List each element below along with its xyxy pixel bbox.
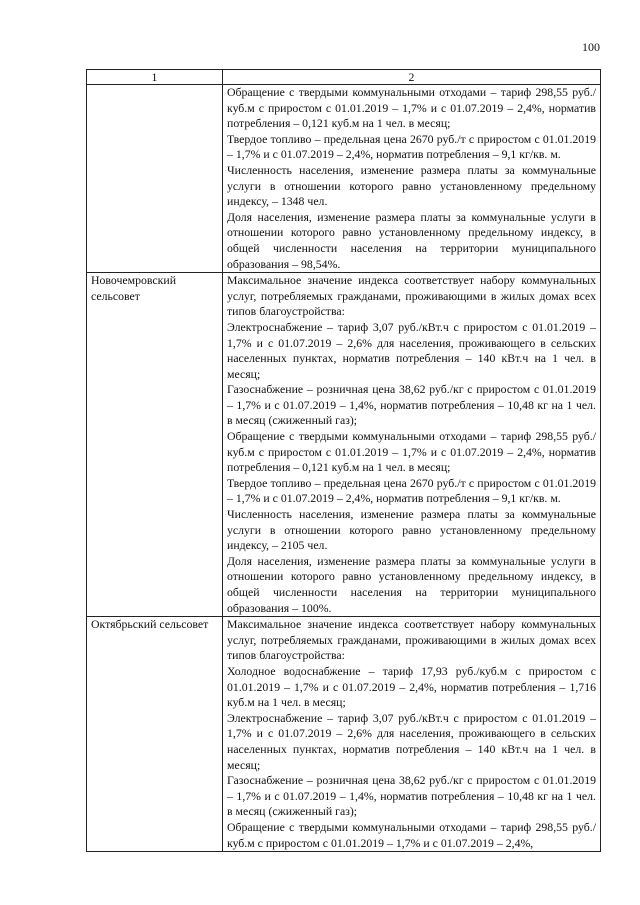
table-row xyxy=(87,617,601,852)
paragraph: Обращение с твердыми коммунальными отходами – тариф 298,55 руб./куб.м с приростом с 01.01.2019 – 1,7% и с 01.07.2019 – 2,4%, норматив потребления – 0,121 куб.м на 1 чел. в месяц; xyxy=(227,85,596,131)
paragraph: Твердое топливо – предельная цена 2670 руб./т с приростом с 01.01.2019 – 1,7% и с 01.07.2019 – 2,4%, норматив потребления – 9,1 кг/кв. м. xyxy=(227,475,596,506)
paragraph: Численность населения, изменение размера платы за коммунальные услуги в отношении которого равно установленному предельному индексу, – 1348 чел. xyxy=(227,162,596,209)
paragraph: Максимальное значение индекса соответствует набору коммунальных услуг, потребляемых гражданами, проживающими в жилых домах всех типов благоустройства: xyxy=(227,617,596,663)
paragraph: Доля населения, изменение размера платы за коммунальные услуги в отношении которого равно установленному предельному индексу, в общей численности населения на территории муниципального образования – 98,54%. xyxy=(227,209,596,271)
paragraph: Обращение с твердыми коммунальными отходами – тариф 298,55 руб./куб.м с приростом с 01.01.2019 – 1,7% и с 01.07.2019 – 2,4%, норматив потребления – 0,121 куб.м на 1 чел. в месяц; xyxy=(227,429,596,475)
paragraph: Максимальное значение индекса соответствует набору коммунальных услуг, потребляемых гражданами, проживающими в жилых домах всех типов благоустройства: xyxy=(227,273,596,319)
municipality-name-cell: Октябрьский сельсовет xyxy=(87,617,223,852)
table-row xyxy=(87,273,601,617)
description-cell xyxy=(223,273,601,617)
table-header-row xyxy=(87,70,601,85)
municipality-name-cell: Новочемровский сельсовет xyxy=(87,273,223,617)
page-number: 100 xyxy=(582,40,600,54)
description-cell xyxy=(223,85,601,273)
column-header-2: 2 xyxy=(223,70,601,85)
municipality-name-cell xyxy=(87,85,223,273)
paragraph: Доля населения, изменение размера платы за коммунальные услуги в отношении которого равно установленному предельному индексу, в общей численности населения на территории муниципального образования – 100%. xyxy=(227,553,596,615)
paragraph: Электроснабжение – тариф 3,07 руб./кВт.ч с приростом с 01.01.2019 – 1,7% и с 01.07.2019 – 2,6% для населения, проживающего в сельских населенных пунктах, норматив потребления – 140 кВт.ч на 1 чел. в месяц; xyxy=(227,319,596,381)
paragraph: Холодное водоснабжение – тариф 17,93 руб./куб.м с приростом с 01.01.2019 – 1,7% и с 01.07.2019 – 2,4%, норматив потребления – 1,716 куб.м на 1 чел. в месяц; xyxy=(227,663,596,710)
paragraph: Газоснабжение – розничная цена 38,62 руб./кг с приростом с 01.01.2019 – 1,7% и с 01.07.2019 – 1,4%, норматив потребления – 10,48 кг на 1 чел. в месяц (сжиженный газ); xyxy=(227,773,596,819)
paragraph: Численность населения, изменение размера платы за коммунальные услуги в отношении которого равно установленному предельному индексу, – 2105 чел. xyxy=(227,507,596,553)
paragraph: Твердое топливо – предельная цена 2670 руб./т с приростом с 01.01.2019 – 1,7% и с 01.07.2019 – 2,4%, норматив потребления – 9,1 кг/кв. м. xyxy=(227,131,596,162)
column-header-1: 1 xyxy=(87,70,223,85)
description-cell xyxy=(223,617,601,852)
paragraph: Газоснабжение – розничная цена 38,62 руб./кг с приростом с 01.01.2019 – 1,7% и с 01.07.2019 – 1,4%, норматив потребления – 10,48 кг на 1 чел. в месяц (сжиженный газ); xyxy=(227,382,596,428)
paragraph: Обращение с твердыми коммунальными отходами – тариф 298,55 руб./куб.м с приростом с 01.01.2019 – 1,7% и с 01.07.2019 – 2,4%, xyxy=(227,819,596,850)
indicator-table xyxy=(86,69,601,852)
table-row xyxy=(87,85,601,273)
paragraph: Электроснабжение – тариф 3,07 руб./кВт.ч с приростом с 01.01.2019 – 1,7% и с 01.07.2019 – 2,6% для населения, проживающего в сельских населенных пунктах, норматив потребления – 140 кВт.ч на 1 чел. в месяц; xyxy=(227,710,596,772)
